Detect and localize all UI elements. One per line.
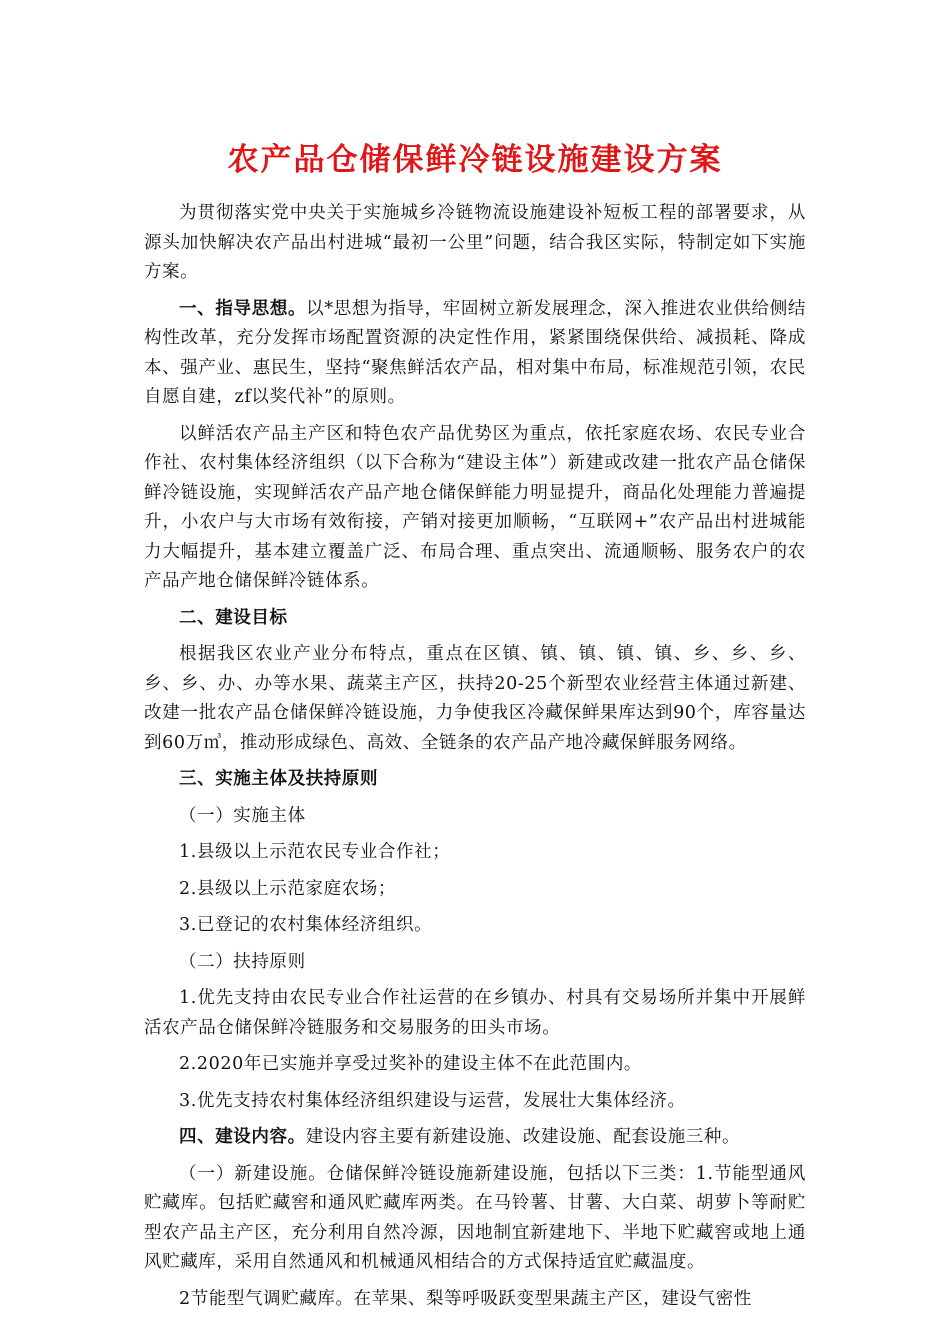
section-heading: 四、建设内容。 [179, 1127, 306, 1147]
paragraph-goal-text [144, 640, 806, 758]
paragraph-text: 2.2020年已实施并享受过奖补的建设主体不在此范围内。 [179, 1054, 643, 1074]
document-body [144, 135, 806, 1321]
list-item [144, 875, 806, 905]
paragraph-new-facilities [144, 1160, 806, 1278]
paragraph-text: 1.优先支持由农民专业合作社运营的在乡镇办、村具有交易场所并集中开展鲜活农产品仓储保鲜冷链服务和交易服务的田头市场。 [144, 988, 806, 1038]
paragraph-text: 建设内容主要有新建设施、改建设施、配套设施三种。 [305, 1127, 741, 1147]
paragraph-text: 以*思想为指导，牢固树立新发展理念，深入推进农业供给侧结构性改革，充分发挥市场配置资源的决定性作用，紧紧围绕保供给、减损耗、降成本、强产业、惠民生，坚持“聚焦鲜活农产品，相对集中布局，标准规范引领，农民自愿自建，zf以奖代补”的原则。 [144, 298, 806, 407]
list-item [144, 911, 806, 941]
paragraph-text: 3.优先支持农村集体经济组织建设与运营，发展壮大集体经济。 [179, 1090, 686, 1111]
section-heading: 三、实施主体及扶持原则 [179, 769, 379, 789]
section-heading: 二、建设目标 [179, 607, 288, 628]
paragraph-construction-content [144, 1123, 806, 1153]
subsection-heading [144, 802, 806, 832]
document-title: 农产品仓储保鲜冷链设施建设方案 [227, 142, 723, 178]
paragraph-text: 2节能型气调贮藏库。在苹果、梨等呼吸跃变型果蔬主产区，建设气密性 [179, 1288, 752, 1309]
list-item [144, 1050, 806, 1080]
list-item [144, 1087, 806, 1117]
list-item [144, 984, 806, 1043]
paragraph-focus-areas [144, 420, 806, 597]
paragraph-text: 3.已登记的农村集体经济组织。 [179, 915, 433, 935]
paragraph-text: 为贯彻落实党中央关于实施城乡冷链物流设施建设补短板工程的部署要求，从源头加快解决农产品出村进城“最初一公里”问题，结合我区实际，特制定如下实施方案。 [144, 203, 806, 282]
paragraph-goal-heading [144, 604, 806, 634]
paragraph-subjects-heading [144, 765, 806, 795]
paragraph-text: （一）实施主体 [179, 805, 306, 826]
paragraph-intro [144, 199, 806, 288]
paragraph-text: 1.县级以上示范农民专业合作社； [179, 842, 451, 862]
paragraph-guiding-thought [144, 295, 806, 413]
paragraph-text: （二）扶持原则 [179, 951, 306, 972]
section-heading: 一、指导思想。 [179, 298, 307, 319]
paragraph-text: （一）新建设施。仓储保鲜冷链设施新建设施，包括以下三类：1.节能型通风贮藏库。包括贮藏窖和通风贮藏库两类。在马铃薯、甘薯、大白菜、胡萝卜等耐贮型农产品主产区，充分利用自然冷源，因地制宜新建地下、半地下贮藏窖或地上通风贮藏库，采用自然通风和机械通风相结合的方式保持适宜贮藏温度。 [144, 1163, 806, 1272]
subsection-heading [144, 948, 806, 978]
paragraph-text: 根据我区农业产业分布特点，重点在区镇、镇、镇、镇、镇、乡、乡、乡、乡、乡、办、办等水果、蔬菜主产区，扶持20-25个新型农业经营主体通过新建、改建一批农产品仓储保鲜冷链设施，力争使我区冷藏保鲜果库达到90个，库容量达到60万㎥，推动形成绿色、高效、全链条的农产品产地冷藏保鲜服务网络。 [144, 644, 806, 753]
list-item [144, 838, 806, 868]
paragraph-text: 以鲜活农产品主产区和特色农产品优势区为重点，依托家庭农场、农民专业合作社、农村集体经济组织（以下合称为“建设主体”）新建或改建一批农产品仓储保鲜冷链设施，实现鲜活农产品产地仓储保鲜能力明显提升，商品化处理能力普遍提升，小农户与大市场有效衔接，产销对接更加顺畅，“互联网+”农产品出村进城能力大幅提升，基本建立覆盖广泛、布局合理、重点突出、流通顺畅、服务农户的农产品产地仓储保鲜冷链体系。 [144, 423, 806, 591]
paragraph-controlled-atmosphere [144, 1285, 806, 1315]
paragraph-text: 2.县级以上示范家庭农场； [179, 878, 396, 899]
